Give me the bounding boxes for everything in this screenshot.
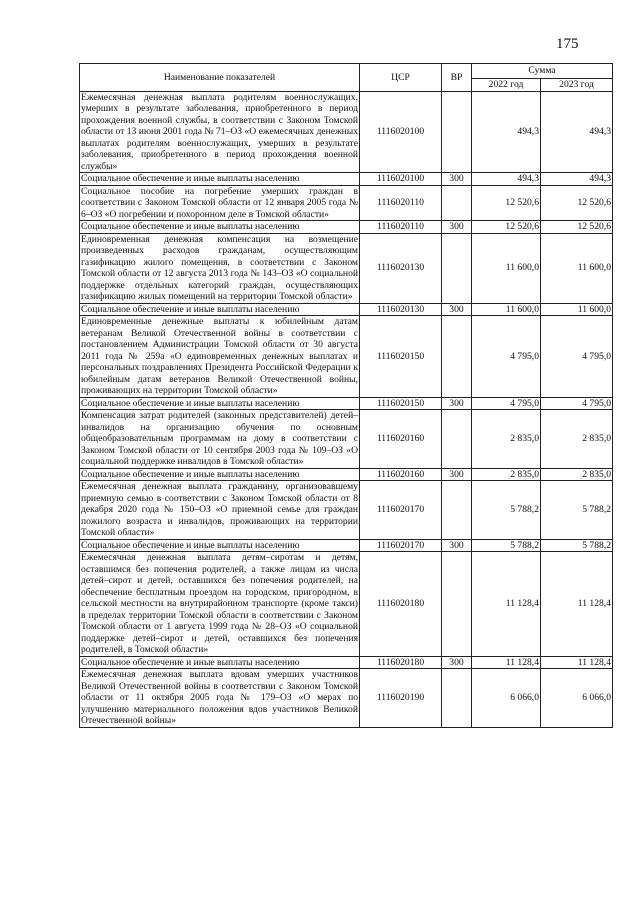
row-name: Ежемесячная денежная выплата детям–сиротам и детям, оставшимся без попечения родителей, а также лицам из числа детей–сирот и детей, оставшихся без попечения родителей, на обеспечение бесплатным проездом на городском, пригородном, в сельской местности на внутрирайонном транспорте (кроме такси) в пределах территории Томской области в соответствии с Законом Томской области от 1 августа 1999 года № 28–ОЗ «О социальной поддержке детей–сирот и детей, оставшихся без попечения родителей, в Томской области» [81, 552, 358, 655]
row-csr: 1116020170 [360, 539, 442, 552]
row-vr: 300 [442, 468, 472, 481]
row-name: Социальное обеспечение и иные выплаты населению [80, 173, 360, 186]
row-vr: 300 [442, 397, 472, 410]
header-year-2022: 2022 год [472, 79, 541, 92]
table-row [80, 481, 613, 540]
table-row [80, 316, 613, 398]
row-name: Социальное обеспечение и иные выплаты населению [80, 397, 360, 410]
row-vr [442, 481, 472, 540]
row-name: Социальное обеспечение и иные выплаты населению [80, 468, 360, 481]
row-sum-2022: 2 835,0 [472, 410, 541, 469]
row-vr: 300 [442, 173, 472, 186]
row-vr: 300 [442, 221, 472, 234]
row-vr [442, 410, 472, 469]
header-name: Наименование показателей [80, 64, 360, 92]
row-sum-2022: 12 520,6 [472, 221, 541, 234]
row-csr: 1116020170 [360, 481, 442, 540]
row-sum-2023: 12 520,6 [541, 221, 613, 234]
row-sum-2022: 5 788,2 [472, 539, 541, 552]
table-row [80, 669, 613, 728]
row-vr [442, 552, 472, 657]
row-sum-2022: 2 835,0 [472, 468, 541, 481]
header-year-2023: 2023 год [541, 79, 613, 92]
page-number: 175 [556, 36, 579, 52]
row-sum-2022: 494,3 [472, 173, 541, 186]
row-csr: 1116020100 [360, 173, 442, 186]
row-sum-2023: 494,3 [541, 173, 613, 186]
row-csr: 1116020190 [360, 669, 442, 728]
header-csr: ЦСР [360, 64, 442, 92]
row-sum-2023: 4 795,0 [541, 397, 613, 410]
row-vr [442, 233, 472, 303]
row-vr: 300 [442, 656, 472, 669]
row-csr: 1116020160 [360, 410, 442, 469]
row-sum-2022: 11 600,0 [472, 303, 541, 316]
row-csr: 1116020110 [360, 185, 442, 221]
row-csr: 1116020130 [360, 303, 442, 316]
table-row [80, 233, 613, 303]
row-name: Ежемесячная денежная выплата родителям военнослужащих, умерших в результате заболевания, приобретенного в период прохождения военной службы, в соответствии с Законом Томской области от 13 июня 2001 года № 71–ОЗ «О ежемесячных денежных выплатах родителям военнослужащих, умерших в результате заболевания, приобретенного в период прохождения военной службы» [81, 91, 358, 172]
row-vr [442, 185, 472, 221]
row-sum-2023: 5 788,2 [541, 481, 613, 540]
row-sum-2022: 11 128,4 [472, 656, 541, 669]
row-sum-2023: 2 835,0 [541, 410, 613, 469]
row-sum-2022: 12 520,6 [472, 185, 541, 221]
row-csr: 1116020160 [360, 468, 442, 481]
budget-table [79, 63, 613, 728]
row-sum-2023: 12 520,6 [541, 185, 613, 221]
header-vr: ВР [442, 64, 472, 92]
row-sum-2023: 11 128,4 [541, 552, 613, 657]
row-csr: 1116020180 [360, 656, 442, 669]
row-sum-2022: 5 788,2 [472, 481, 541, 540]
header-sum: Сумма [472, 64, 613, 79]
table-row-subtotal [80, 539, 613, 552]
row-sum-2023: 494,3 [541, 91, 613, 173]
row-name: Ежемесячная денежная выплата вдовам умерших участников Великой Отечественной войны в соответствии с Законом Томской области от 11 октября 2005 года № 179–ОЗ «О мерах по улучшению материального положения вдов участников Великой Отечественной войны» [81, 669, 358, 726]
row-name: Единовременная денежная компенсация на возмещение произведенных расходов гражданам, осуществляющим газификацию жилого помещения, в соответствии с Законом Томской области от 12 августа 2013 года № 143–ОЗ «О социальной поддержке отдельных категорий граждан, осуществляющих газификацию жилых помещений на территории Томской области» [81, 233, 358, 302]
row-name: Ежемесячная денежная выплата гражданину, организовавшему приемную семью в соответствии с Законом Томской области от 8 декабря 2020 года № 150–ОЗ «О приемной семье для граждан пожилого возраста и инвалидов, проживающих на территории Томской области» [81, 481, 358, 538]
table-row-subtotal [80, 656, 613, 669]
row-sum-2023: 6 066,0 [541, 669, 613, 728]
table-row [80, 185, 613, 221]
table-row-subtotal [80, 173, 613, 186]
row-vr [442, 316, 472, 398]
row-sum-2022: 4 795,0 [472, 316, 541, 398]
row-vr: 300 [442, 539, 472, 552]
row-vr: 300 [442, 303, 472, 316]
row-sum-2023: 11 128,4 [541, 656, 613, 669]
row-csr: 1116020110 [360, 221, 442, 234]
row-csr: 1116020180 [360, 552, 442, 657]
row-sum-2022: 11 128,4 [472, 552, 541, 657]
table-row [80, 91, 613, 173]
row-sum-2023: 4 795,0 [541, 316, 613, 398]
row-name: Социальное обеспечение и иные выплаты населению [80, 221, 360, 234]
row-name: Социальное пособие на погребение умерших граждан в соответствии с Законом Томской области от 12 января 2005 года № 6–ОЗ «О погребении и похоронном деле в Томской области» [81, 185, 358, 220]
row-name: Единовременные денежные выплаты к юбилейным датам ветеранам Великой Отечественной войны в соответствии с постановлением Администрации Томской области от 30 августа 2011 года № 259а «О единовременных денежных выплатах и персональных поздравлениях Президента Российской Федерации к юбилейным датам ветеранов Великой Отечественной войны, проживающих на территории Томской области» [81, 316, 358, 396]
table-row-subtotal [80, 303, 613, 316]
table-row-subtotal [80, 221, 613, 234]
row-sum-2022: 4 795,0 [472, 397, 541, 410]
row-sum-2022: 494,3 [472, 91, 541, 173]
row-csr: 1116020150 [360, 397, 442, 410]
row-name: Социальное обеспечение и иные выплаты населению [80, 303, 360, 316]
row-sum-2023: 11 600,0 [541, 233, 613, 303]
row-sum-2023: 2 835,0 [541, 468, 613, 481]
row-sum-2023: 11 600,0 [541, 303, 613, 316]
row-name: Компенсация затрат родителей (законных представителей) детей–инвалидов на организацию обучения по основным общеобразовательным программам на дому в соответствии с Законом Томской области от 10 сентября 2003 года № 109–ОЗ «О социальной поддержке инвалидов в Томской области» [81, 410, 358, 467]
row-vr [442, 669, 472, 728]
table-row-subtotal [80, 397, 613, 410]
row-sum-2022: 11 600,0 [472, 233, 541, 303]
table-row [80, 552, 613, 657]
row-csr: 1116020100 [360, 91, 442, 173]
row-sum-2022: 6 066,0 [472, 669, 541, 728]
row-csr: 1116020150 [360, 316, 442, 398]
table-row [80, 410, 613, 469]
row-name: Социальное обеспечение и иные выплаты населению [80, 539, 360, 552]
row-vr [442, 91, 472, 173]
table-row-subtotal [80, 468, 613, 481]
row-sum-2023: 5 788,2 [541, 539, 613, 552]
row-name: Социальное обеспечение и иные выплаты населению [80, 656, 360, 669]
row-csr: 1116020130 [360, 233, 442, 303]
